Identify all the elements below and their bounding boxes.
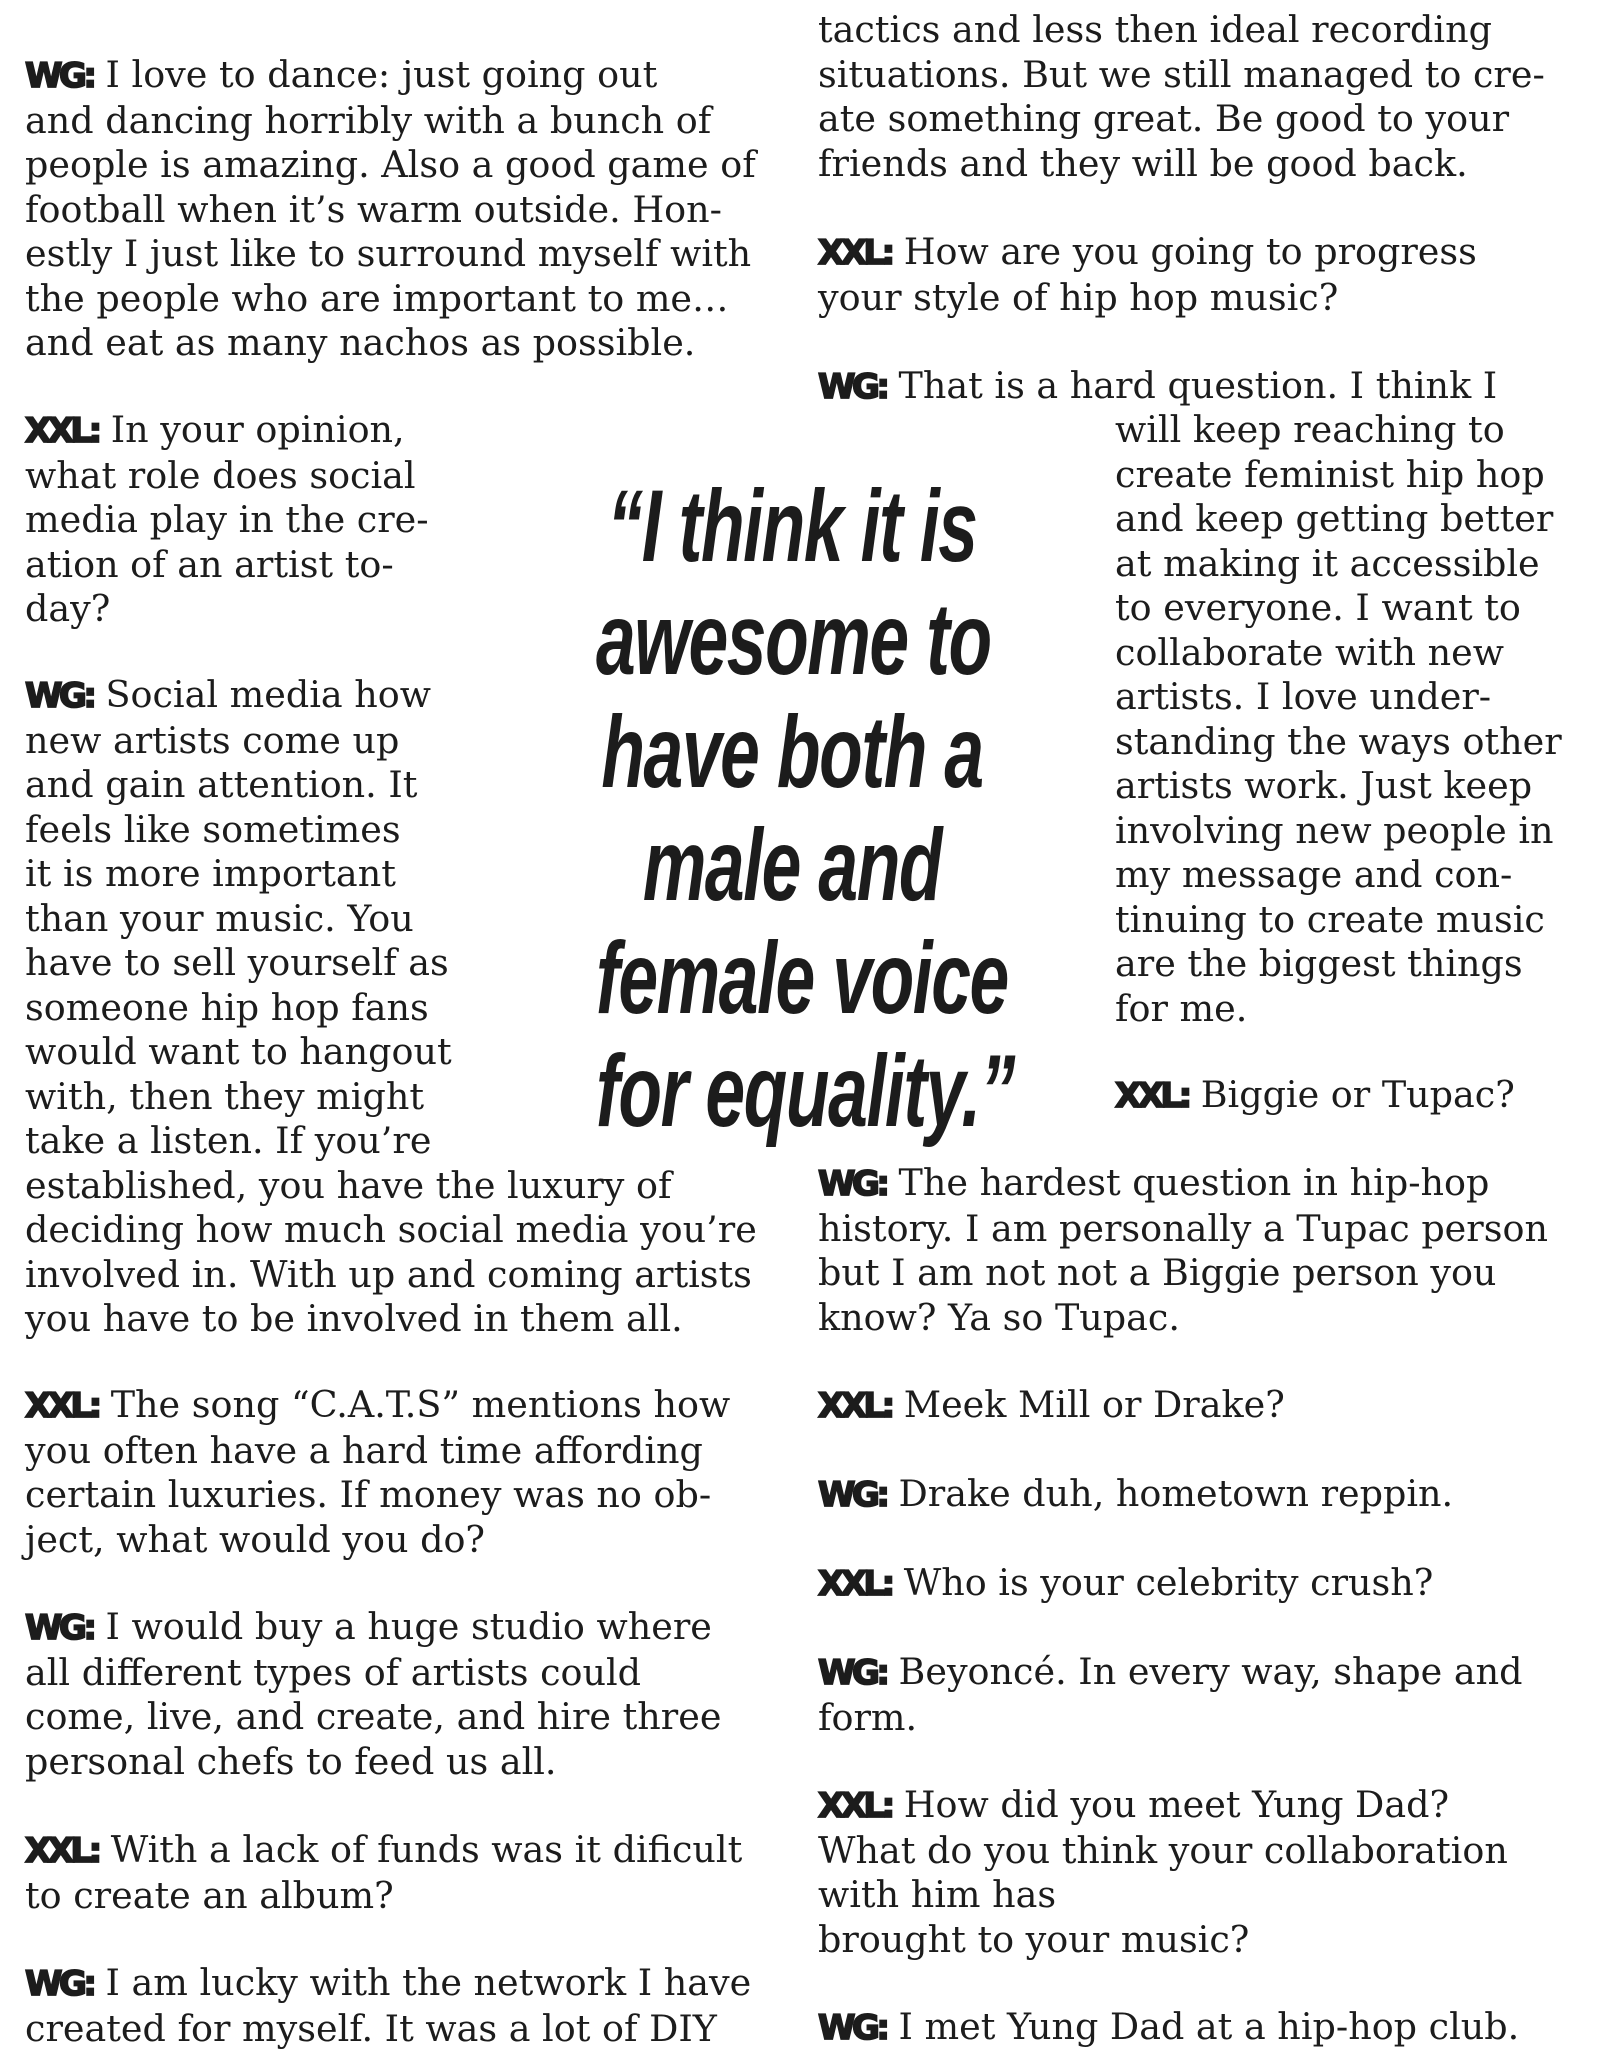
speaker-label: XXL: — [25, 1386, 99, 1426]
pull-quote — [512, 470, 1072, 1148]
pull-quote-line: female voice — [596, 921, 1008, 1035]
left-question-funds: XXL: With a lack of funds was it dificult to create an album? — [25, 1828, 743, 1917]
speaker-label: WG: — [25, 1608, 94, 1648]
speaker-label: XXL: — [818, 233, 892, 273]
speaker-label: WG: — [25, 56, 94, 96]
speaker-label: WG: — [818, 1475, 887, 1515]
right-answer-continued: tactics and less then ideal recording situations. But we still managed to cre- ate something great. Be good to your friends and they will be good back. — [818, 8, 1545, 185]
right-question-meek: XXL: Meek Mill or Drake? — [818, 1383, 1285, 1426]
speaker-label: WG: — [818, 1164, 887, 1204]
right-question-biggie: XXL: Biggie or Tupac? — [1115, 1073, 1515, 1116]
pull-quote-line: for equality.” — [596, 1034, 1015, 1148]
speaker-label: WG: — [818, 367, 887, 407]
left-answer-studio: WG: I would buy a huge studio where all different types of artists could come, live, and create, and hire three personal chefs to feed us all. — [25, 1605, 722, 1783]
right-answer-progress-head: WG: That is a hard question. I think I — [818, 364, 1498, 407]
right-question-yung-dad: XXL: How did you meet Yung Dad? What do you think your collaboration with him has brought to your music? — [818, 1783, 1508, 1961]
pull-quote-line: male and — [642, 808, 942, 922]
speaker-label: XXL: — [818, 1386, 892, 1426]
right-answer-beyonce: WG: Beyoncé. In every way, shape and form. — [818, 1650, 1523, 1739]
left-answer-network: WG: I am lucky with the network I have created for myself. It was a lot of DIY — [25, 1961, 752, 2050]
right-answer-progress-body: will keep reaching to create feminist hip hop and keep getting better at making it accessible to everyone. I want to collaborate with new artists. I love under- standing the ways other artists work. Just keep involving new people in my message and con- tinuing to create music are the biggest things for me. — [1115, 408, 1562, 1030]
right-answer-tupac: WG: The hardest question in hip-hop history. I am personally a Tupac person but I am not not a Biggie person you know? Ya so Tupac. — [818, 1161, 1548, 1339]
pull-quote-line: awesome to — [596, 582, 991, 696]
right-question-progress: XXL: How are you going to progress your style of hip hop music? — [818, 230, 1477, 319]
speaker-label: XXL: — [818, 1786, 892, 1826]
pull-quote-line: have both a — [601, 695, 983, 809]
speaker-label: XXL: — [25, 1831, 99, 1871]
speaker-label: XXL: — [1115, 1076, 1189, 1116]
speaker-label: WG: — [818, 2008, 887, 2048]
left-answer-dance: WG: I love to dance: just going out and dancing horribly with a bunch of people is amazing. Also a good game of football when it’s warm outside. Hon- estly I just like to surround myself with the people who are important to me… and eat as many nachos as possible. — [25, 53, 756, 364]
left-question-cats: XXL: The song “C.A.T.S” mentions how you often have a hard time affording certain luxuries. If money was no ob- ject, what would you do? — [25, 1383, 731, 1561]
speaker-label: WG: — [25, 676, 94, 716]
speaker-label: XXL: — [818, 1564, 892, 1604]
pull-quote-line: “I think it is — [607, 469, 977, 583]
left-question-social-media: XXL: In your opinion, what role does social media play in the cre- ation of an artist to- day? — [25, 408, 429, 630]
speaker-label: XXL: — [25, 411, 99, 451]
right-question-crush: XXL: Who is your celebrity crush? — [818, 1561, 1434, 1604]
right-answer-drake: WG: Drake duh, hometown reppin. — [818, 1472, 1454, 1515]
speaker-label: WG: — [25, 1964, 94, 2004]
speaker-label: WG: — [818, 1653, 887, 1693]
left-answer-social-media: WG: Social media how new artists come up and gain attention. It feels like sometimes it is more important than your music. You have to sell yourself as someone hip hop fans would want to hangout with, then they might take a listen. If you’re established, you have the luxury of deciding how much social media you’re involved in. With up and coming artists you have to be involved in them all. — [25, 673, 757, 1340]
right-answer-yung-dad: WG: I met Yung Dad at a hip-hop club. — [818, 2005, 1520, 2048]
